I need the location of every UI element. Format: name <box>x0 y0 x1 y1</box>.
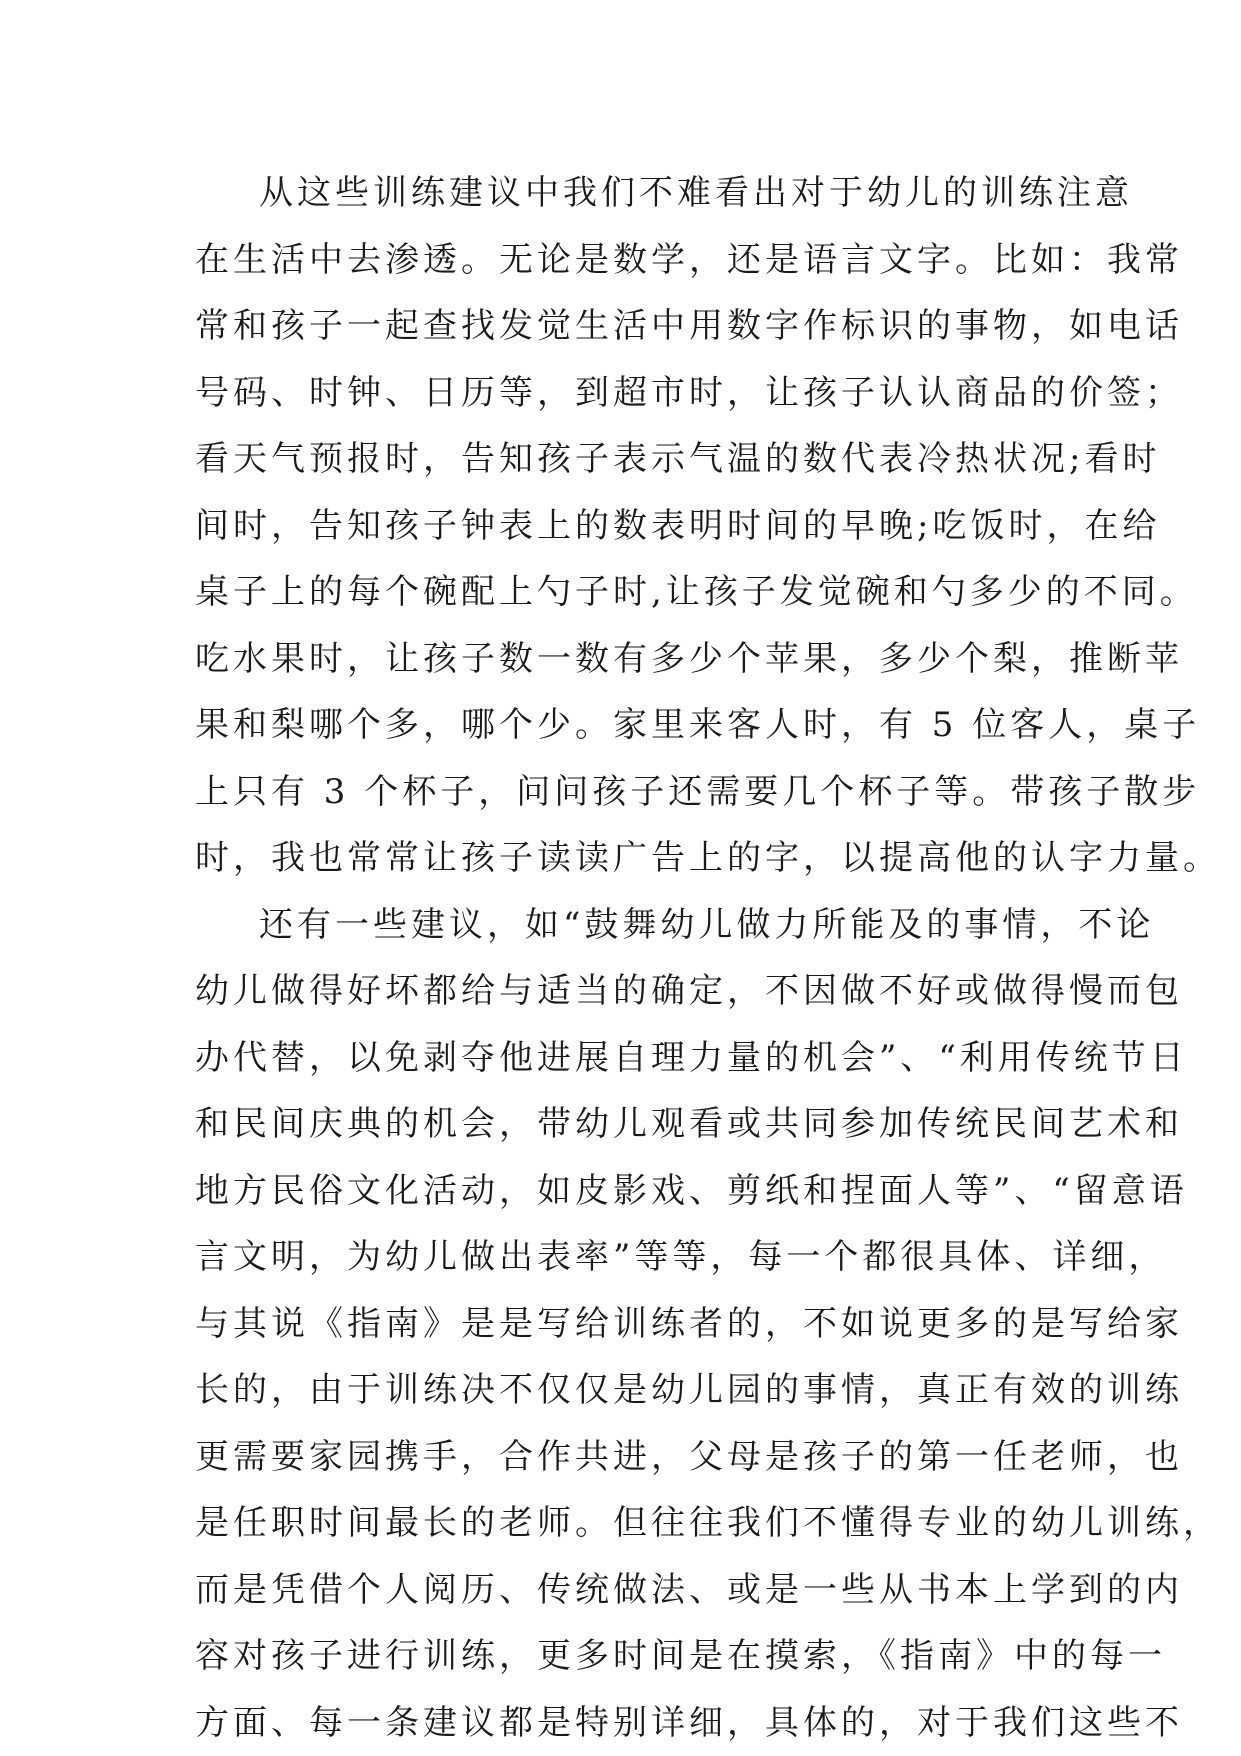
body-text <box>195 160 1055 1756</box>
paragraph-1-line-11: 时，我也常常让孩子读读广告上的字，以提高他的认字力量。 <box>195 825 1055 892</box>
paragraph-2-line-9: 更需要家园携手，合作共进，父母是孩子的第一任老师，也 <box>195 1424 1055 1491</box>
paragraph-1-line-1: 从这些训练建议中我们不难看出对于幼儿的训练注意 <box>195 160 1055 227</box>
paragraph-2-line-5: 地方民俗文化活动，如皮影戏、剪纸和捏面人等”、“留意语 <box>195 1158 1055 1225</box>
paragraph-1-line-10: 上只有 3 个杯子，问问孩子还需要几个杯子等。带孩子散步 <box>195 759 1055 826</box>
paragraph-2-line-12: 容对孩子进行训练，更多时间是在摸索，《指南》中的每一 <box>195 1623 1055 1690</box>
paragraph-2-line-8: 长的，由于训练决不仅仅是幼儿园的事情，真正有效的训练 <box>195 1357 1055 1424</box>
paragraph-2-line-3: 办代替，以免剥夺他进展自理力量的机会”、“利用传统节日 <box>195 1025 1055 1092</box>
paragraph-2-line-11: 而是凭借个人阅历、传统做法、或是一些从书本上学到的内 <box>195 1557 1055 1624</box>
paragraph-1-line-2: 在生活中去渗透。无论是数学，还是语言文字。比如：我常 <box>195 227 1055 294</box>
paragraph-2-line-4: 和民间庆典的机会，带幼儿观看或共同参加传统民间艺术和 <box>195 1091 1055 1158</box>
paragraph-2-line-7: 与其说《指南》是是写给训练者的，不如说更多的是写给家 <box>195 1291 1055 1358</box>
paragraph-2-line-2: 幼儿做得好坏都给与适当的确定，不因做不好或做得慢而包 <box>195 958 1055 1025</box>
paragraph-2-line-6: 言文明，为幼儿做出表率”等等，每一个都很具体、详细， <box>195 1224 1055 1291</box>
paragraph-1-line-3: 常和孩子一起查找发觉生活中用数字作标识的事物，如电话 <box>195 293 1055 360</box>
paragraph-1-line-8: 吃水果时，让孩子数一数有多少个苹果，多少个梨，推断苹 <box>195 626 1055 693</box>
paragraph-2-line-1: 还有一些建议，如“鼓舞幼儿做力所能及的事情，不论 <box>195 892 1055 959</box>
paragraph-1-line-4: 号码、时钟、日历等，到超市时，让孩子认认商品的价签； <box>195 360 1055 427</box>
paragraph-1-line-7: 桌子上的每个碗配上勺子时,让孩子发觉碗和勺多少的不同。 <box>195 559 1055 626</box>
paragraph-2-line-13: 方面、每一条建议都是特别详细，具体的，对于我们这些不 <box>195 1690 1055 1756</box>
paragraph-1-line-9: 果和梨哪个多，哪个少。家里来客人时，有 5 位客人，桌子 <box>195 692 1055 759</box>
paragraph-1-line-6: 间时，告知孩子钟表上的数表明时间的早晚;吃饭时，在给 <box>195 493 1055 560</box>
paragraph-1-line-5: 看天气预报时，告知孩子表示气温的数代表冷热状况;看时 <box>195 426 1055 493</box>
paragraph-2-line-10: 是任职时间最长的老师。但往往我们不懂得专业的幼儿训练， <box>195 1490 1055 1557</box>
